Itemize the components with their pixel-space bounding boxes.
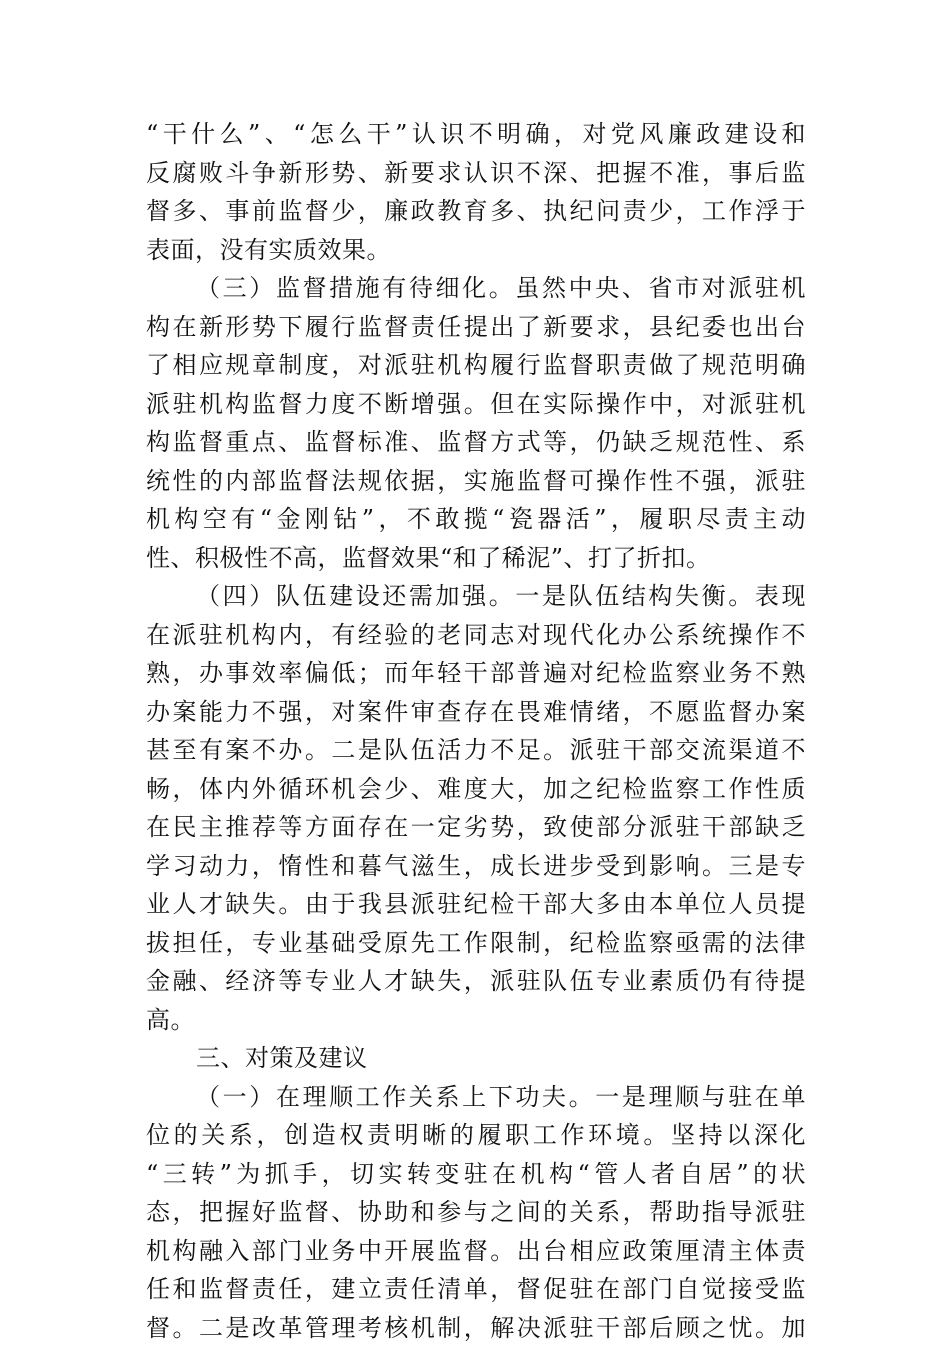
text-line: 甚至有案不办。二是队伍活力不足。派驻干部交流渠道不 [146, 731, 806, 770]
text-line: 督多、事前监督少，廉政教育多、执纪问责少，工作浮于 [146, 192, 806, 231]
text-line: 派驻机构监督力度不断增强。但在实际操作中，对派驻机 [146, 385, 806, 424]
text-line: “三转”为抓手，切实转变驻在机构“管人者自居”的状 [146, 1155, 806, 1194]
text-line: 金融、经济等专业人才缺失，派驻队伍专业素质仍有待提 [146, 962, 806, 1001]
text-line: 办案能力不强，对案件审查存在畏难情绪，不愿监督办案 [146, 693, 806, 732]
text-line: 性、积极性不高，监督效果“和了稀泥”、打了折扣。 [146, 539, 806, 578]
paragraph-4 [146, 1078, 806, 1347]
text-line: 态，把握好监督、协助和参与之间的关系，帮助指导派驻 [146, 1193, 806, 1232]
text-line: 拔担任，专业基础受原先工作限制，纪检监察亟需的法律 [146, 924, 806, 963]
text-line [146, 1078, 806, 1117]
text-line: 业人才缺失。由于我县派驻纪检干部大多由本单位人员提 [146, 885, 806, 924]
text-line: （四）队伍建设还需加强。一是队伍结构失衡。表现 [146, 577, 806, 616]
paragraph-2 [146, 269, 806, 577]
text-line: 统性的内部监督法规依据，实施监督可操作性不强，派驻 [146, 462, 806, 501]
text-line: 表面，没有实质效果。 [146, 231, 806, 270]
text-line: 督。二是改革管理考核机制，解决派驻干部后顾之忧。加 [146, 1309, 806, 1347]
text-line: 学习动力，惰性和暮气滋生，成长进步受到影响。三是专 [146, 847, 806, 886]
paragraph-3 [146, 577, 806, 1039]
paragraph-lead: （一）在理顺工作关系上下功夫。 [196, 1083, 595, 1111]
document-page [146, 115, 806, 1347]
section-heading: 三、对策及建议 [146, 1039, 806, 1078]
text-run: 一是理顺与驻在单 [595, 1083, 806, 1111]
paragraph-1 [146, 115, 806, 269]
text-line: 机构空有“金刚钻”，不敢揽“瓷器活”，履职尽责主动 [146, 500, 806, 539]
text-line: 畅，体内外循环机会少、难度大，加之纪检监察工作性质 [146, 770, 806, 809]
paragraph-lead: （三）监督措施有待细化。 [196, 274, 515, 302]
text-run: 虽然中央、省市对派驻机 [515, 274, 806, 302]
text-line: “干什么”、“怎么干”认识不明确，对党风廉政建设和 [146, 115, 806, 154]
text-line [146, 269, 806, 308]
text-line: 了相应规章制度，对派驻机构履行监督职责做了规范明确 [146, 346, 806, 385]
text-line: 构监督重点、监督标准、监督方式等，仍缺乏规范性、系 [146, 423, 806, 462]
text-line: 位的关系，创造权责明晰的履职工作环境。坚持以深化 [146, 1116, 806, 1155]
text-line: 机构融入部门业务中开展监督。出台相应政策厘清主体责 [146, 1232, 806, 1271]
text-line: 在派驻机构内，有经验的老同志对现代化办公系统操作不 [146, 616, 806, 655]
text-line: 反腐败斗争新形势、新要求认识不深、把握不准，事后监 [146, 154, 806, 193]
text-line: 在民主推荐等方面存在一定劣势，致使部分派驻干部缺乏 [146, 808, 806, 847]
text-line: 任和监督责任，建立责任清单，督促驻在部门自觉接受监 [146, 1270, 806, 1309]
text-line: 熟，办事效率偏低；而年轻干部普遍对纪检监察业务不熟 [146, 654, 806, 693]
text-line: 构在新形势下履行监督责任提出了新要求，县纪委也出台 [146, 308, 806, 347]
text-line: 高。 [146, 1001, 806, 1040]
